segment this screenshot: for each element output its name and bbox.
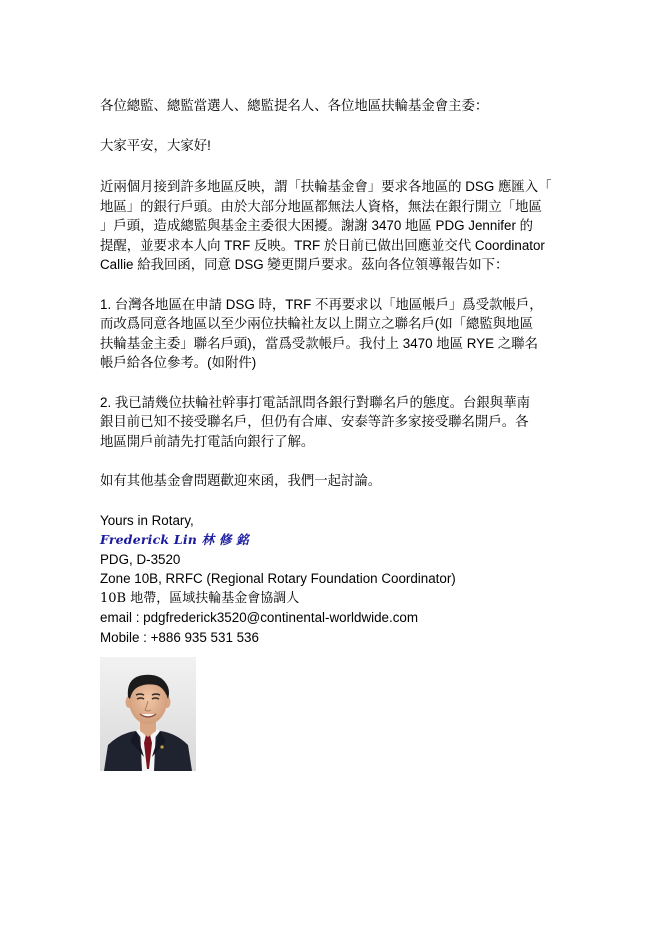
salutation: 各位總監、總監當選人、總監提名人、各位地區扶輪基金會主委： (100, 98, 489, 113)
signature-name: Frederick Lin 林 修 銘 (100, 532, 249, 547)
portrait-photo (100, 657, 196, 771)
email-line: email : pdgfrederick3520@continental-worldwide.com (100, 610, 419, 625)
title-zone-chinese: 10B 地帶，區域扶輪基金會協調人 (100, 590, 300, 606)
title-zone: Zone 10B, RRFC (Regional Rotary Foundation Coordinator) (100, 571, 456, 586)
paragraph-item-1: 1. 台灣各地區在申請 DSG 時，TRF 不再要求以「地區帳戶」爲受款帳戶， 而改爲同意各地區以至少兩位扶輪社友以上開立之聯名戶(如「總監與地區 扶輪基金主委」聯名戶頭)，當爲受款帳戶。我付上 3470 地區 RYE 之聯名 帳戶給各位參考。(如附件) (100, 296, 543, 370)
paragraph-item-2: 2. 我已請幾位扶輪社幹事打電話訊問各銀行對聯名戶的態度。台銀與華南 銀目前已知不接受聯名戶，但仍有合庫、安泰等許多家接受聯名開戶。各 地區開戶前請先打電話向銀行了解。 (100, 394, 530, 449)
paragraph-intro: 近兩個月接到許多地區反映，謂「扶輪基金會」要求各地區的 DSG 應匯入「 地區」的銀行戶頭。由於大部分地區都無法人資格，無法在銀行開立「地區 」戶頭，造成總監與基金主委很大困擾。謝謝 3470 地區 PDG Jennifer 的 提醒，並要求本人向 TRF 反映。TRF 於日前已做出回應並交代 Coordinator Callie 給我回函，同意 DSG 變更開戶要求。茲向各位領導報告如下： (100, 179, 552, 272)
greeting: 大家平安，大家好! (100, 137, 211, 153)
closing-line: Yours in Rotary, (100, 512, 194, 528)
letter-body (100, 96, 560, 647)
title-pdg: PDG, D-3520 (100, 551, 181, 567)
paragraph-closing: 如有其他基金會問題歡迎來函，我們一起討論。 (100, 473, 382, 488)
mobile-line: Mobile : +886 935 531 536 (100, 629, 259, 645)
signature-block (100, 511, 560, 648)
